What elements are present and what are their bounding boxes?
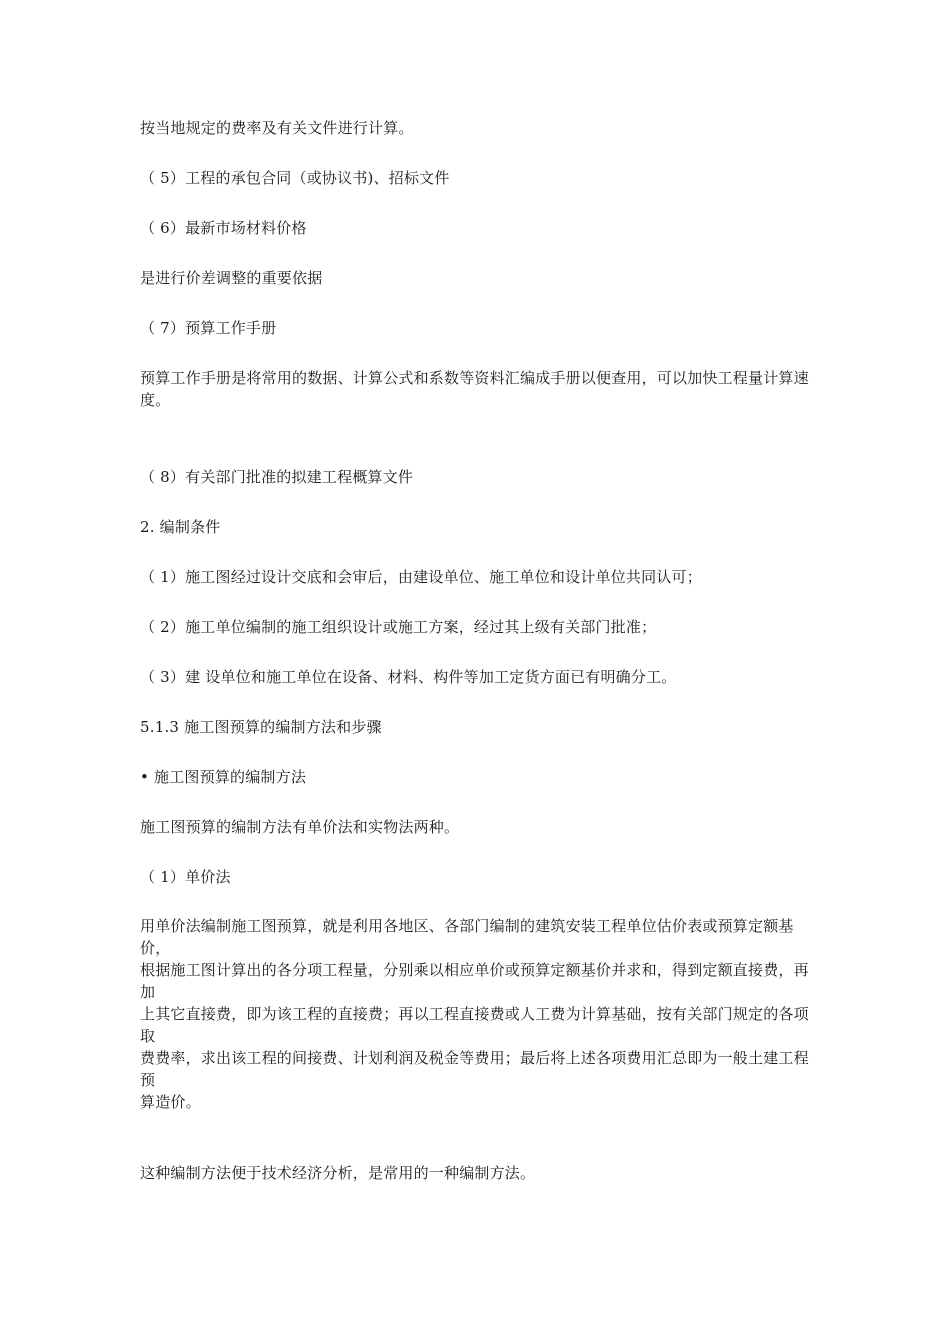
- bullet-heading-methods: • 施工图预算的编制方法: [140, 768, 307, 786]
- paragraph-line: 费费率，求出该工程的间接费、计划利润及税金等费用；最后将上述各项费用汇总即为一般土建工程预: [140, 1049, 809, 1089]
- paragraph-unit-price-description: [140, 915, 816, 1113]
- paragraph-fee-rate: 按当地规定的费率及有关文件进行计算。: [140, 119, 414, 137]
- section-heading-5-1-3: 5.1.3 施工图预算的编制方法和步骤: [140, 718, 382, 736]
- list-item-5-contract: （ 5）工程的承包合同（或协议书)、招标文件: [140, 169, 450, 187]
- paragraph-handbook-description: 预算工作手册是将常用的数据、计算公式和系数等资料汇编成手册以便查用，可以加快工程量计算速度。: [140, 369, 809, 409]
- condition-item-1: （ 1）施工图经过设计交底和会审后，由建设单位、施工单位和设计单位共同认可；: [140, 568, 702, 586]
- list-item-1-unit-price-method: （ 1）单价法: [140, 868, 231, 886]
- paragraph-price-adjustment: 是进行价差调整的重要依据: [140, 269, 323, 287]
- paragraph-line: 用单价法编制施工图预算，就是利用各地区、各部门编制的建筑安装工程单位估价表或预算定额基价，: [140, 917, 794, 957]
- list-item-7-handbook: （ 7）预算工作手册: [140, 319, 277, 337]
- section-heading-conditions: 2. 编制条件: [140, 518, 221, 536]
- list-item-8-approved-estimate: （ 8）有关部门批准的拟建工程概算文件: [140, 468, 414, 486]
- paragraph-line: 根据施工图计算出的各分项工程量，分别乘以相应单价或预算定额基价并求和，得到定额直接费，再加: [140, 961, 809, 1001]
- condition-item-3: （ 3）建 设单位和施工单位在设备、材料、构件等加工定货方面已有明确分工。: [140, 668, 677, 686]
- list-item-6-material-price: （ 6）最新市场材料价格: [140, 219, 307, 237]
- condition-item-2: （ 2）施工单位编制的施工组织设计或施工方案，经过其上级有关部门批准；: [140, 618, 657, 636]
- paragraph-two-methods: 施工图预算的编制方法有单价法和实物法两种。: [140, 818, 460, 836]
- paragraph-line: 算造价。: [140, 1093, 201, 1111]
- paragraph-method-note: 这种编制方法便于技术经济分析，是常用的一种编制方法。: [140, 1164, 536, 1182]
- paragraph-line: 上其它直接费，即为该工程的直接费；再以工程直接费或人工费为计算基础，按有关部门规定的各项取: [140, 1005, 809, 1045]
